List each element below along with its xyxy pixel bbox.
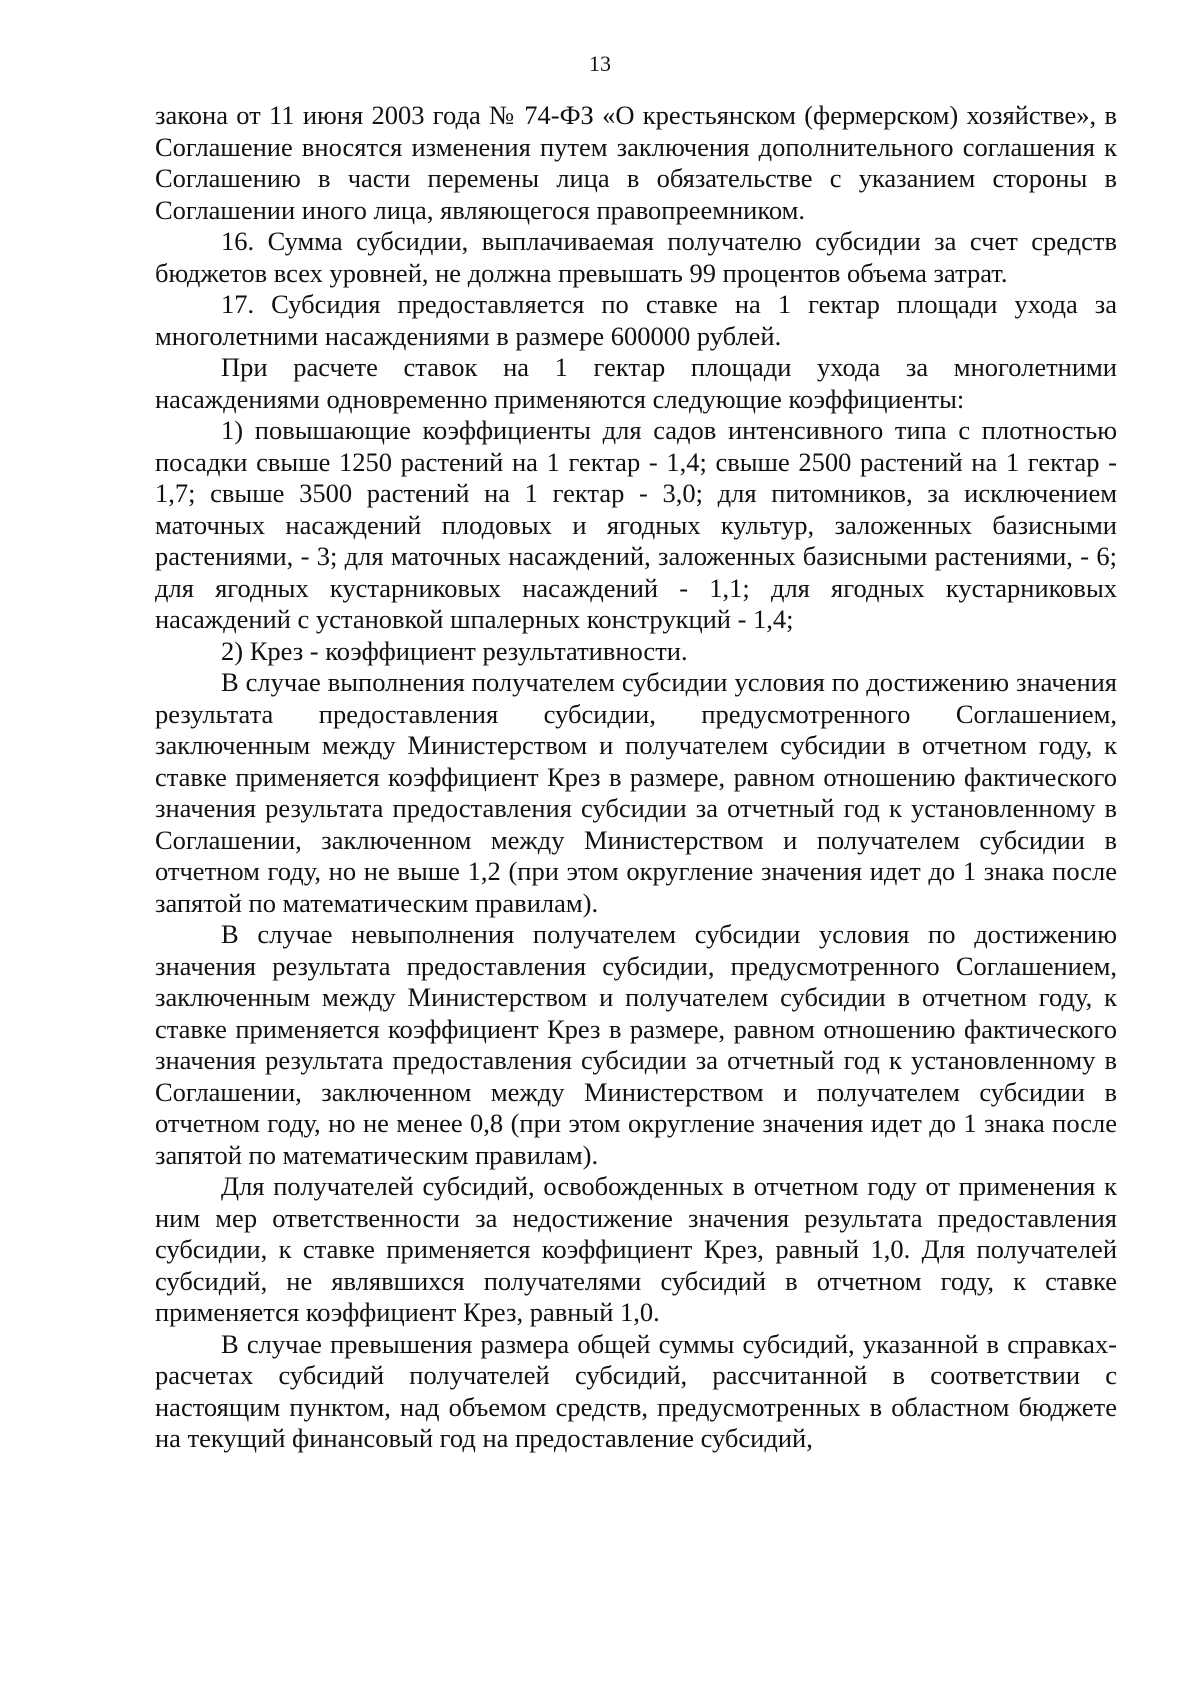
- paragraph-item-17: 17. Субсидия предоставляется по ставке на 1 гектар площади ухода за многолетними насаждениями в размере 600000 рублей.: [155, 289, 1117, 351]
- document-body: [155, 100, 1117, 1455]
- list-item-coefficient-2: 2) Крез - коэффициент результативности.: [221, 635, 688, 666]
- paragraph-nonfulfillment-case: В случае невыполнения получателем субсидии условия по достижению значения результата предоставления субсидии, предусмотренного Соглашением, заключенным между Министерством и получателем субсидии в отчетном году, к ставке применяется коэффициент Крез в размере, равном отношению фактического значения результата предоставления субсидии за отчетный год к установленному в Соглашении, заключенном между Министерством и получателем субсидии в отчетном году, но не менее 0,8 (при этом округление значения идет до 1 знака после запятой по математическим правилам).: [155, 919, 1117, 1170]
- paragraph-excess-case: В случае превышения размера общей суммы субсидий, указанной в справках-расчетах субсидий получателей субсидий, рассчитанной в соответствии с настоящим пунктом, над объемом средств, предусмотренных в областном бюджете на текущий финансовый год на предоставление субсидий,: [155, 1328, 1117, 1453]
- page-number: 13: [589, 51, 611, 76]
- list-item-coefficient-1: 1) повышающие коэффициенты для садов интенсивного типа с плотностью посадки свыше 1250 растений на 1 гектар - 1,4; свыше 2500 растений на 1 гектар - 1,7; свыше 3500 растений на 1 гектар - 3,0; для питомников, за исключением маточных насаждений плодовых и ягодных культур, заложенных базисными растениями, - 3; для маточных насаждений, заложенных базисными растениями, - 6; для ягодных кустарниковых насаждений - 1,1; для ягодных кустарниковых насаждений с установкой шпалерных конструкций - 1,4;: [155, 415, 1117, 634]
- paragraph-exempt-recipients: Для получателей субсидий, освобожденных в отчетном году от применения к ним мер ответственности за недостижение значения результата предоставления субсидии, к ставке применяется коэффициент Крез, равный 1,0. Для получателей субсидий, не являвшихся получателями субсидий в отчетном году, к ставке применяется коэффициент Крез, равный 1,0.: [155, 1171, 1117, 1327]
- paragraph-item-16: 16. Сумма субсидии, выплачиваемая получателю субсидии за счет средств бюджетов всех уровней, не должна превышать 99 процентов объема затрат.: [155, 226, 1117, 288]
- paragraph-coefficients-intro: При расчете ставок на 1 гектар площади ухода за многолетними насаждениями одновременно применяются следующие коэффициенты:: [155, 352, 1117, 414]
- paragraph-fulfillment-case: В случае выполнения получателем субсидии условия по достижению значения результата предоставления субсидии, предусмотренного Соглашением, заключенным между Министерством и получателем субсидии в отчетном году, к ставке применяется коэффициент Крез в размере, равном отношению фактического значения результата предоставления субсидии за отчетный год к установленному в Соглашении, заключенном между Министерством и получателем субсидии в отчетном году, но не выше 1,2 (при этом округление значения идет до 1 знака после запятой по математическим правилам).: [155, 667, 1117, 918]
- paragraph-law-reference: закона от 11 июня 2003 года № 74-ФЗ «О крестьянском (фермерском) хозяйстве», в Соглашение вносятся изменения путем заключения дополнительного соглашения к Соглашению в части перемены лица в обязательстве с указанием стороны в Соглашении иного лица, являющегося правопреемником.: [155, 100, 1117, 225]
